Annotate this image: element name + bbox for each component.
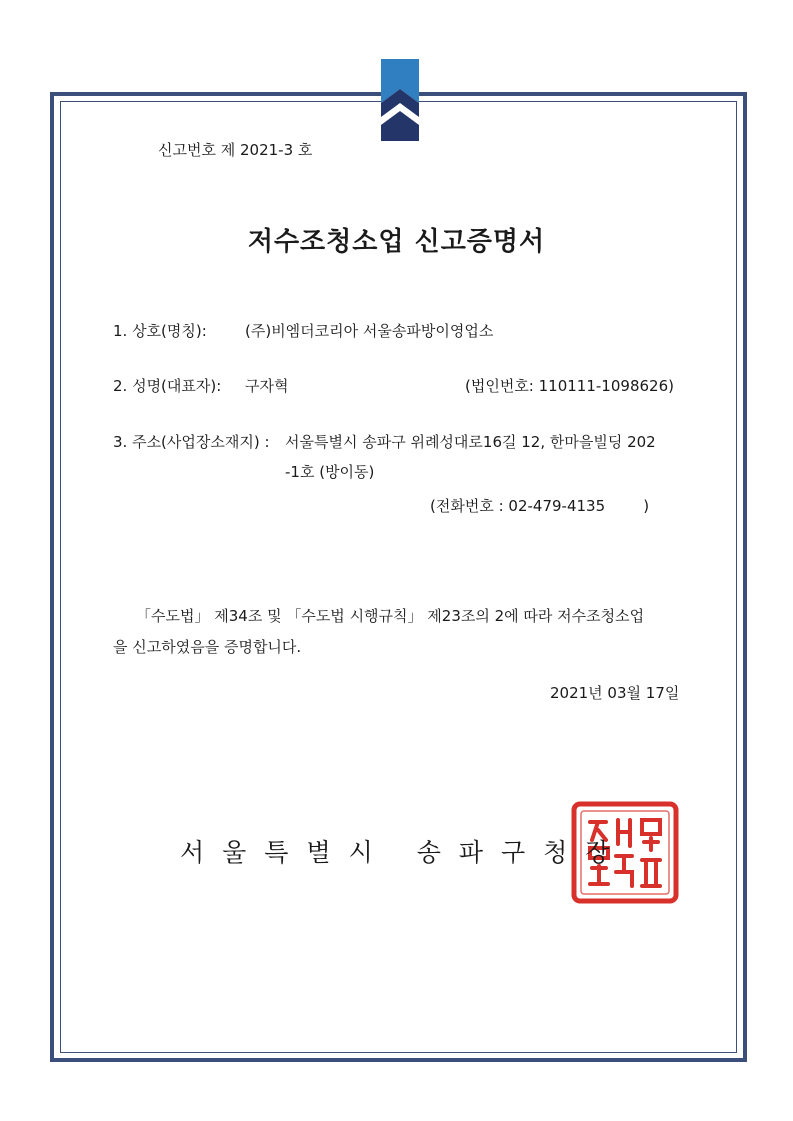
business-name-label: 1. 상호(명칭):: [113, 322, 207, 340]
certification-text-line-1: 「수도법」 제34조 및 「수도법 시행규칙」 제23조의 2에 따라 저수조청소업: [136, 607, 645, 625]
issuing-authority: 서울특별시 송파구청장: [180, 838, 628, 867]
phone-number: (전화번호 : 02-479-4135 ): [430, 497, 650, 515]
address-line-2: -1호 (방이동): [285, 463, 375, 481]
representative-label: 2. 성명(대표자):: [113, 377, 222, 395]
document-title: 저수조청소업 신고증명서: [247, 227, 546, 257]
report-number: 신고번호 제 2021-3 호: [158, 141, 313, 159]
corporate-number: (법인번호: 110111-1098626): [465, 377, 674, 395]
address-label: 3. 주소(사업장소재지) :: [113, 433, 270, 451]
representative-value: 구자혁: [245, 377, 289, 395]
issue-date: 2021년 03월 17일: [550, 684, 680, 702]
certification-text-line-2: 을 신고하였음을 증명합니다.: [113, 638, 302, 656]
address-line-1: 서울특별시 송파구 위례성대로16길 12, 한마을빌딩 202: [285, 433, 656, 451]
government-emblem-icon: [381, 59, 419, 141]
business-name-value: (주)비엠더코리아 서울송파방이영업소: [245, 322, 494, 340]
